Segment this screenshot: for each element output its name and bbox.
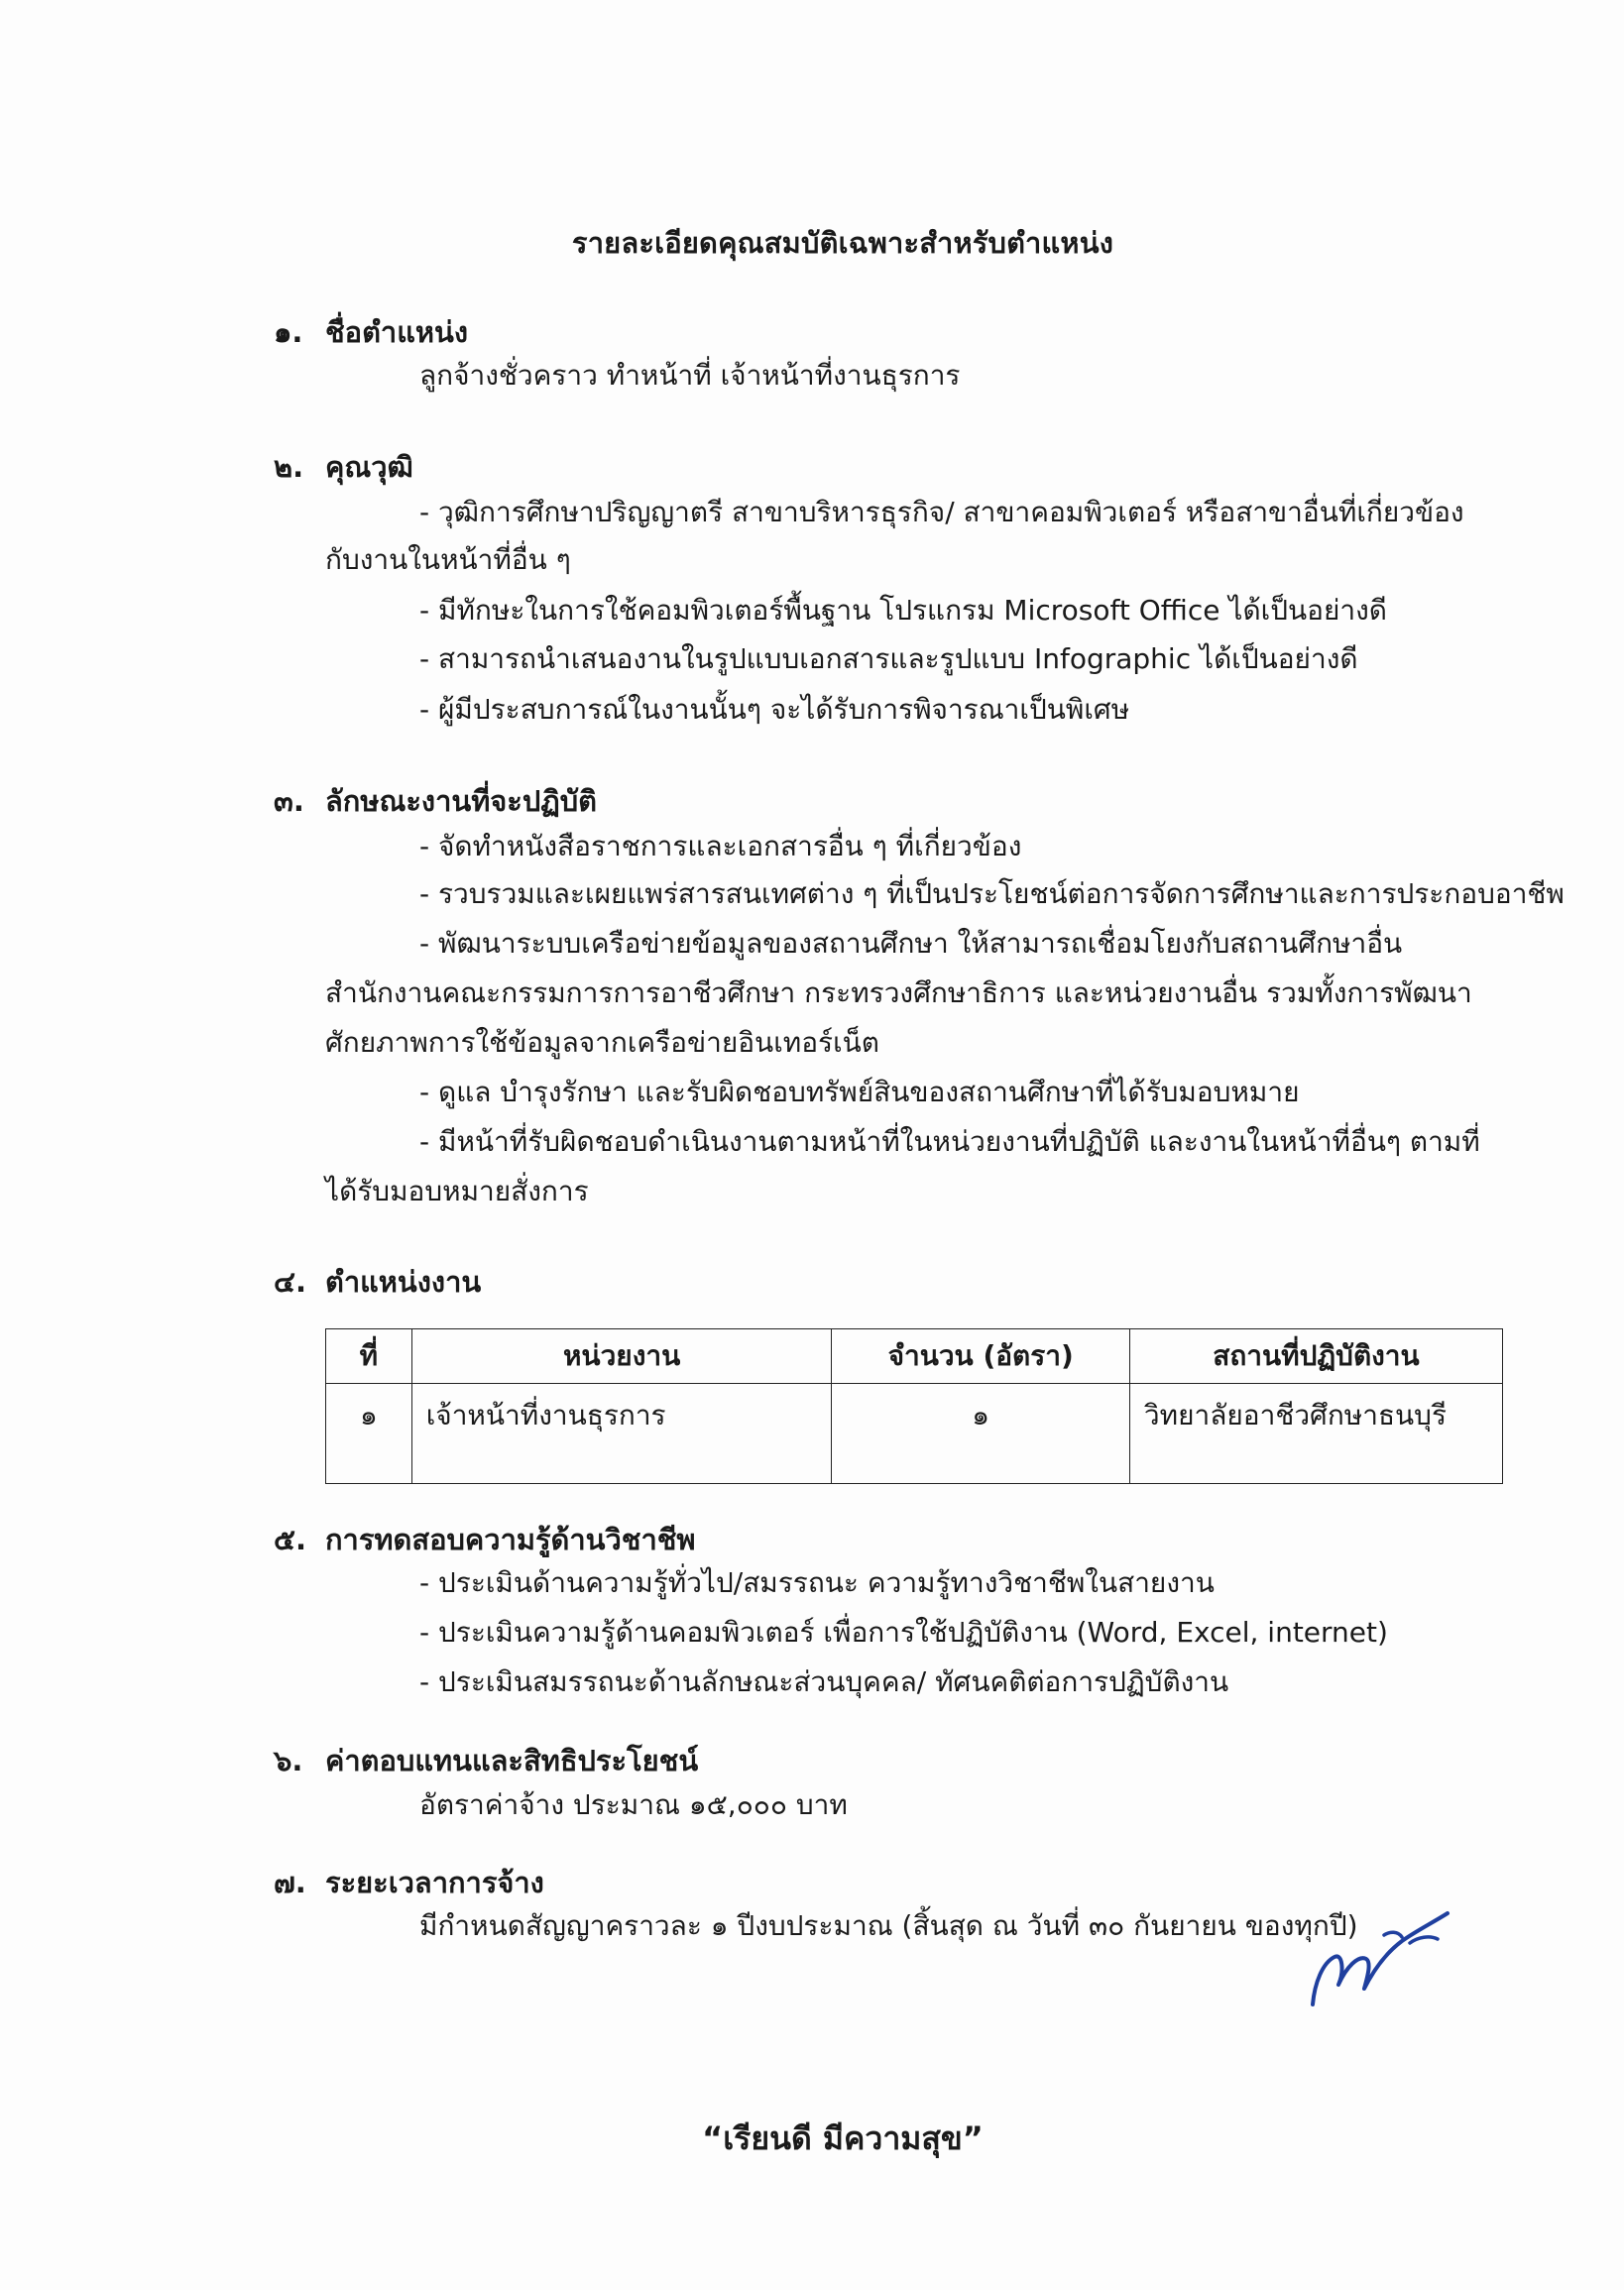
- table-row: [326, 1384, 1503, 1484]
- positions-table: [325, 1328, 1503, 1484]
- section-5-line: - ประเมินสมรรถนะด้านลักษณะส่วนบุคคล/ ทัศนคติต่อการปฏิบัติงาน: [419, 1665, 1229, 1698]
- section-2-line: - สามารถนำเสนองานในรูปแบบเอกสารและรูปแบบ Infographic ได้เป็นอย่างดี: [419, 642, 1358, 675]
- section-3-title: ลักษณะงานที่จะปฏิบัติ: [325, 784, 597, 818]
- table-cell: เจ้าหน้าที่งานธุรการ: [411, 1384, 832, 1484]
- section-1-title: ชื่อตำแหน่ง: [325, 315, 469, 349]
- section-3-line: - มีหน้าที่รับผิดชอบดำเนินงานตามหน้าที่ในหน่วยงานที่ปฏิบัติ และงานในหน้าที่อื่นๆ ตามที่: [419, 1125, 1480, 1158]
- section-3-number: ๓.: [274, 784, 304, 818]
- section-6-heading: [274, 1738, 698, 1783]
- section-3-line: ศักยภาพการใช้ข้อมูลจากเครือข่ายอินเทอร์เน็ต: [325, 1026, 879, 1059]
- section-5-line: - ประเมินด้านความรู้ทั่วไป/สมรรถนะ ความรู้ทางวิชาชีพในสายงาน: [419, 1566, 1215, 1599]
- table-header-cell: ที่: [326, 1329, 412, 1384]
- table-cell: ๑: [326, 1384, 412, 1484]
- section-7-line: มีกำหนดสัญญาคราวละ ๑ ปีงบประมาณ (สิ้นสุด ณ วันที่ ๓๐ กันยายน ของทุกปี): [419, 1909, 1358, 1942]
- table-cell: ๑: [832, 1384, 1129, 1484]
- section-3-line: - จัดทำหนังสือราชการและเอกสารอื่น ๆ ที่เกี่ยวข้อง: [419, 830, 1022, 862]
- section-2-heading: [274, 444, 413, 490]
- table-cell: วิทยาลัยอาชีวศึกษาธนบุรี: [1129, 1384, 1502, 1484]
- section-2-line: - มีทักษะในการใช้คอมพิวเตอร์พื้นฐาน โปรแกรม Microsoft Office ได้เป็นอย่างดี: [419, 594, 1387, 627]
- table-header-cell: หน่วยงาน: [411, 1329, 832, 1384]
- section-7-title: ระยะเวลาการจ้าง: [325, 1866, 544, 1899]
- section-5-title: การทดสอบความรู้ด้านวิชาชีพ: [325, 1523, 696, 1556]
- table-header-row: [326, 1329, 1503, 1384]
- section-3-line: - ดูแล บำรุงรักษา และรับผิดชอบทรัพย์สินของสถานศึกษาที่ได้รับมอบหมาย: [419, 1076, 1300, 1108]
- section-5-number: ๕.: [274, 1523, 306, 1556]
- section-2-line: กับงานในหน้าที่อื่น ๆ: [325, 543, 571, 576]
- section-1-number: ๑.: [274, 315, 303, 349]
- section-7-number: ๗.: [274, 1866, 306, 1899]
- section-4-heading: [274, 1259, 481, 1305]
- signature-mark: [1307, 1897, 1455, 2016]
- section-4-number: ๔.: [274, 1265, 306, 1299]
- section-3-line: - พัฒนาระบบเครือข่ายข้อมูลของสถานศึกษา ให้สามารถเชื่อมโยงกับสถานศึกษาอื่น: [419, 927, 1403, 960]
- section-5-line: - ประเมินความรู้ด้านคอมพิวเตอร์ เพื่อการใช้ปฏิบัติงาน (Word, Excel, internet): [419, 1616, 1388, 1649]
- section-5-heading: [274, 1517, 696, 1562]
- section-3-line: ได้รับมอบหมายสั่งการ: [325, 1175, 589, 1207]
- section-2-number: ๒.: [274, 450, 304, 484]
- document-slogan: “เรียนดี มีความสุข”: [702, 2119, 984, 2157]
- section-3-heading: [274, 778, 597, 824]
- section-6-line: อัตราค่าจ้าง ประมาณ ๑๕,๐๐๐ บาท: [419, 1788, 848, 1821]
- section-4-title: ตำแหน่งงาน: [325, 1265, 482, 1299]
- section-3-line: สำนักงานคณะกรรมการการอาชีวศึกษา กระทรวงศึกษาธิการ และหน่วยงานอื่น รวมทั้งการพัฒนา: [325, 976, 1472, 1009]
- section-3-line: - รวบรวมและเผยแพร่สารสนเทศต่าง ๆ ที่เป็นประโยชน์ต่อการจัดการศึกษาและการประกอบอาชีพ: [419, 877, 1565, 910]
- section-2-line: - วุฒิการศึกษาปริญญาตรี สาขาบริหารธุรกิจ/ สาขาคอมพิวเตอร์ หรือสาขาอื่นที่เกี่ยวข้อง: [419, 496, 1464, 528]
- section-2-line: - ผู้มีประสบการณ์ในงานนั้นๆ จะได้รับการพิจารณาเป็นพิเศษ: [419, 693, 1130, 726]
- section-1-line: ลูกจ้างชั่วคราว ทำหน้าที่ เจ้าหน้าที่งานธุรการ: [419, 359, 961, 392]
- section-1-heading: [274, 309, 468, 355]
- section-7-heading: [274, 1860, 544, 1905]
- section-6-title: ค่าตอบแทนและสิทธิประโยชน์: [325, 1744, 699, 1777]
- section-6-number: ๖.: [274, 1744, 303, 1777]
- table-header-cell: สถานที่ปฏิบัติงาน: [1129, 1329, 1502, 1384]
- document-title: รายละเอียดคุณสมบัติเฉพาะสำหรับตำแหน่ง: [571, 226, 1114, 260]
- table-header-cell: จำนวน (อัตรา): [832, 1329, 1129, 1384]
- section-2-title: คุณวุฒิ: [325, 450, 413, 484]
